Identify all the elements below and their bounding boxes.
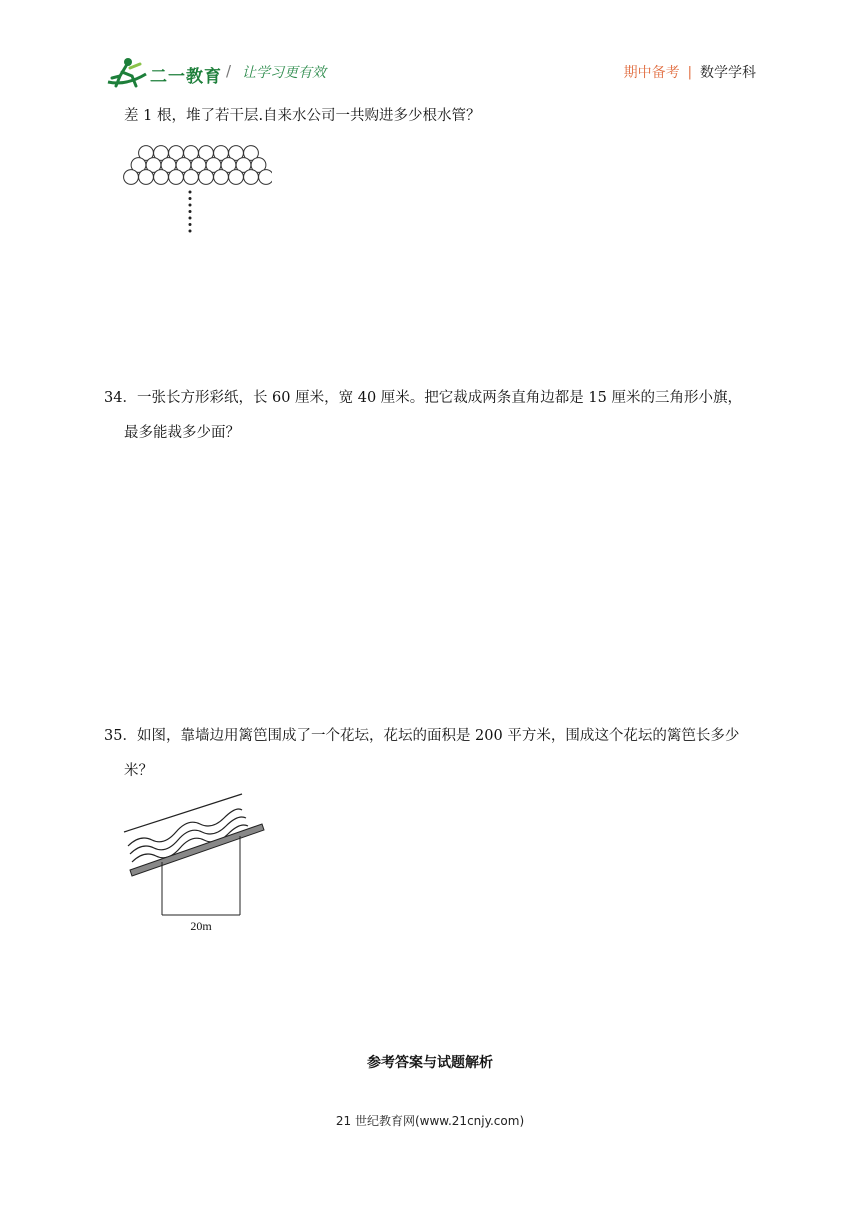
pipe-circle xyxy=(184,170,199,185)
header-separator: | xyxy=(687,64,692,80)
figure-label-20m: 20m xyxy=(190,919,212,933)
brand-logo-text: 二一教育 xyxy=(150,67,222,87)
q34-line2: 最多能裁多少面？ xyxy=(124,425,240,441)
pipe-circle xyxy=(169,170,184,185)
pipe-stack-figure xyxy=(122,140,272,236)
q35-line1: 35．如图，靠墙边用篱笆围成了一个花坛，花坛的面积是 200 平方米，围成这个花坛的篱笆长多少 xyxy=(104,728,740,744)
pipe-circle xyxy=(229,170,244,185)
ellipsis-dot xyxy=(189,217,192,220)
pipe-circle xyxy=(259,170,272,185)
header-slash: / xyxy=(226,62,232,80)
pipe-circle xyxy=(199,170,214,185)
header-right xyxy=(624,62,756,82)
ellipsis-dot xyxy=(189,191,192,194)
header-slogan: 让学习更有效 xyxy=(242,65,326,81)
pipe-circle xyxy=(154,170,169,185)
exam-label: 期中备考 xyxy=(623,65,680,81)
ellipsis-dot xyxy=(189,197,192,200)
pipe-circle xyxy=(124,170,139,185)
pipe-circle xyxy=(139,170,154,185)
ellipsis-dot xyxy=(189,210,192,213)
ellipsis-dot xyxy=(189,230,192,233)
q33-continuation: 差 1 根，堆了若干层.自来水公司一共购进多少根水管？ xyxy=(124,108,481,124)
q34-line1: 34．一张长方形彩纸，长 60 厘米，宽 40 厘米。把它裁成两条直角边都是 15 厘米的三角形小旗， xyxy=(104,390,742,406)
answers-title: 参考答案与试题解析 xyxy=(367,1055,493,1071)
subject-label: 数学学科 xyxy=(700,65,756,81)
q35-line2: 米？ xyxy=(124,763,153,779)
pipe-circle xyxy=(214,170,229,185)
flower-bed-figure xyxy=(118,790,278,938)
ellipsis-dot xyxy=(189,204,192,207)
ellipsis-dot xyxy=(189,223,192,226)
pipe-circle xyxy=(244,170,259,185)
page-footer: 21 世纪教育网(www.21cnjy.com) xyxy=(335,1114,525,1128)
